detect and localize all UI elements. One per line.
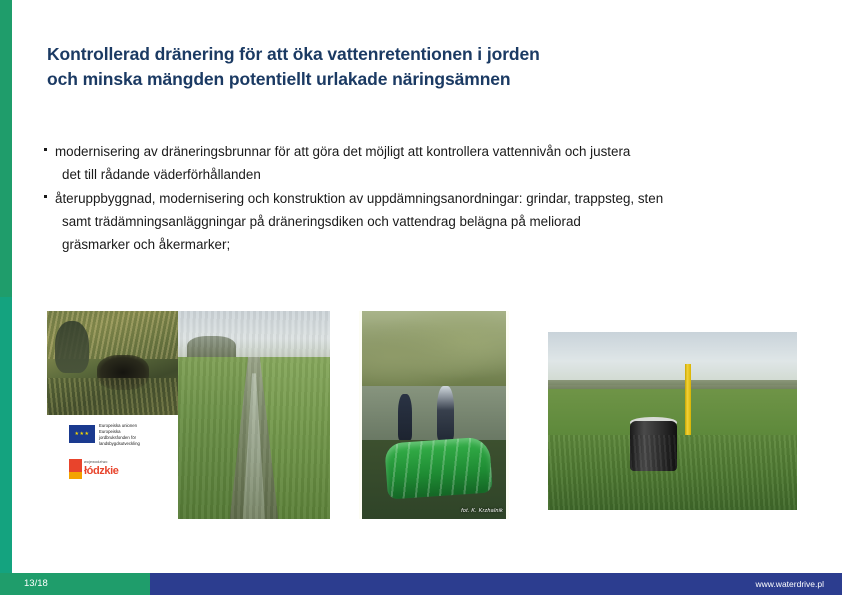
bullet-2-text: återuppbyggnad, modernisering och konstruktion av uppdämningsanordningar: grindar, trappsteg, sten bbox=[55, 190, 664, 206]
lodzkie-mark-icon bbox=[69, 459, 82, 472]
photo-2-texture bbox=[178, 311, 330, 519]
photo-3-bag-texture bbox=[384, 436, 493, 499]
left-accent-bar-lower bbox=[0, 297, 12, 595]
list-item bbox=[44, 187, 804, 257]
photo-4-treeline bbox=[548, 380, 797, 389]
bullet-dot-icon bbox=[44, 195, 47, 198]
footer-bar bbox=[0, 573, 842, 595]
lodzkie-logo-subtitle: wojewodztwo bbox=[84, 460, 108, 464]
bullet-2-cont: samt trädämningsanläggningar på dräneringsdiken och vattendrag belägna på meliorad bbox=[62, 213, 581, 229]
lodzkie-logo-name: łódzkie bbox=[84, 465, 119, 477]
photo-3-credit: fot. K. Krzhalnik bbox=[461, 508, 503, 514]
photo-drainage-outlet bbox=[47, 311, 178, 415]
photo-1-grass-bottom bbox=[47, 378, 178, 415]
bullet-dot-icon bbox=[44, 148, 47, 151]
photo-3-water bbox=[362, 386, 506, 440]
eu-stars-icon: ★★★ bbox=[74, 431, 90, 437]
bullet-1-text: modernisering av dräneringsbrunnar för att göra det möjligt att kontrollera vattennivån och justera bbox=[55, 144, 631, 159]
photo-4-grass-foreground bbox=[548, 435, 797, 510]
photo-3-worker-left bbox=[398, 394, 412, 440]
photo-4-sky bbox=[548, 332, 797, 385]
photo-control-well bbox=[548, 332, 797, 510]
photo-workers-dam bbox=[359, 311, 509, 519]
eu-logo bbox=[69, 423, 147, 449]
footer-accent bbox=[0, 573, 150, 595]
page-title bbox=[47, 42, 787, 92]
bullet-list bbox=[44, 140, 804, 257]
photo-3-trees bbox=[362, 311, 506, 386]
photo-3-green-dam-bag bbox=[384, 436, 493, 499]
logo-block bbox=[47, 415, 178, 519]
footer-url[interactable]: www.waterdrive.pl bbox=[755, 579, 824, 589]
eu-logo-text: Europeiska unionen Europeiska jordbruksfonden för landsbygdsutveckling bbox=[99, 423, 140, 446]
bullet-2-cont2: gräsmarker och åkermarker; bbox=[62, 237, 231, 253]
photo-strip bbox=[47, 311, 797, 519]
title-line-1: Kontrollerad dränering för att öka vattenretentionen i jorden bbox=[47, 44, 540, 64]
page-number: 13/18 bbox=[24, 578, 48, 589]
lodzkie-mark-icon-2 bbox=[69, 472, 82, 479]
photo-1-figure bbox=[55, 321, 89, 373]
list-item bbox=[44, 140, 804, 187]
photo-drainage-ditch bbox=[178, 311, 330, 519]
lodzkie-logo bbox=[69, 459, 135, 489]
title-line-2: och minska mängden potentiellt urlakade näringsämnen bbox=[47, 68, 511, 89]
photo-3-worker-right bbox=[437, 386, 454, 440]
photo-4-yellow-pole bbox=[685, 364, 691, 435]
bullet-1-cont: det till rådande väderförhållanden bbox=[62, 167, 261, 183]
